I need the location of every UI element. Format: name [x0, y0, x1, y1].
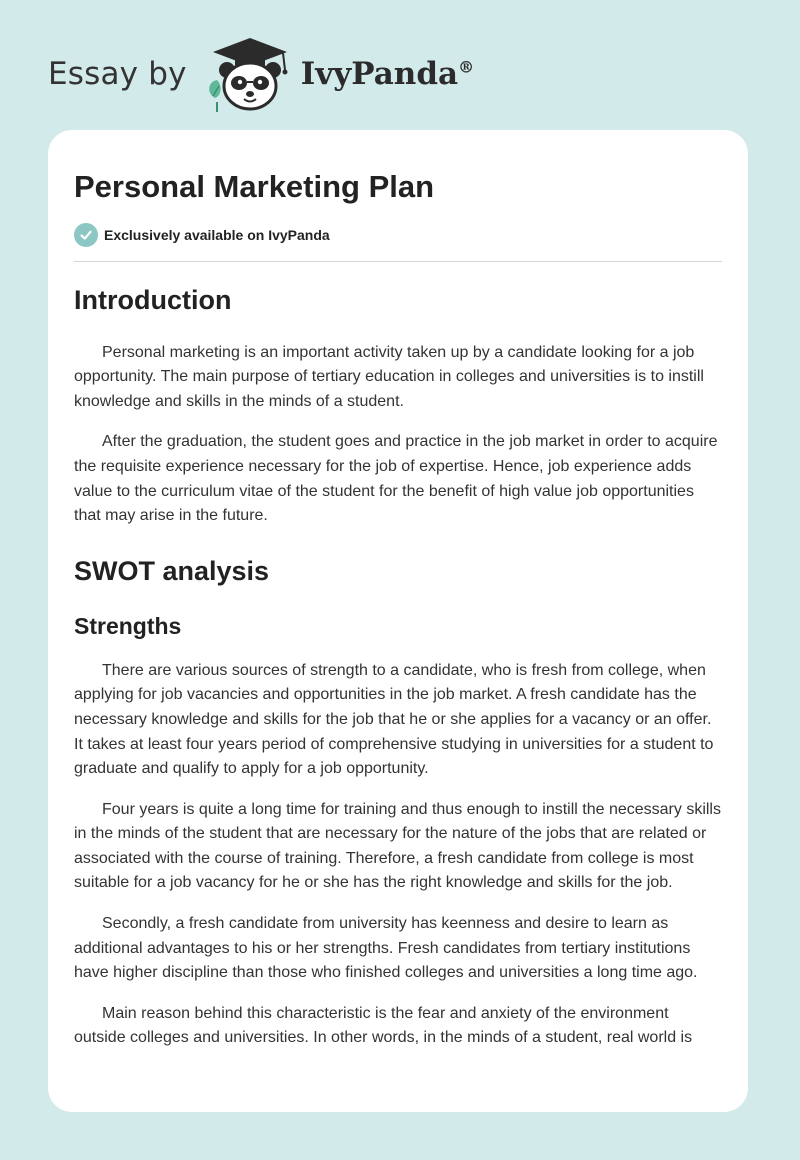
paragraph: Secondly, a fresh candidate from university has keenness and desire to learn as additional advantages to his or her strengths. Fresh candidates from tertiary institutions have higher discipline than those who finished colleges and universities a long time ago. [74, 915, 698, 982]
essay-card [48, 130, 748, 1112]
panda-logo-icon[interactable] [205, 36, 295, 112]
registered-mark: ® [458, 57, 475, 77]
paragraph: Main reason behind this characteristic is the fear and anxiety of the environment outside colleges and universities. In other words, in the minds of a student, real world is [74, 1004, 693, 1047]
heading-strengths: Strengths [74, 613, 182, 640]
heading-introduction: Introduction [74, 285, 232, 316]
brand-name [301, 56, 474, 92]
exclusive-badge [74, 223, 722, 262]
check-icon [74, 223, 98, 247]
exclusive-label: Exclusively available on IvyPanda [104, 227, 330, 244]
brand-name-text: IvyPanda [300, 56, 459, 92]
heading-swot-analysis: SWOT analysis [74, 555, 270, 586]
paragraph: After the graduation, the student goes and practice in the job market in order to acquire the requisite experience necessary for the job of expertise. Hence, job experience adds value to the curriculum vitae of the student for the benefit of high value job opportunities that may arise in the future. [74, 433, 718, 525]
brand-prefix: Essay by [48, 56, 187, 92]
paragraph: Four years is quite a long time for training and thus enough to instill the necessary skills in the minds of the student that are necessary for the nature of the jobs that are related or associated with the course of training. Therefore, a fresh candidate from college is most suitable for a job vacancy for he or she has the right knowledge and skills for the job. [74, 800, 721, 892]
paragraph: Personal marketing is an important activity taken up by a candidate looking for a job opportunity. The main purpose of tertiary education in colleges and universities is to instill knowledge and skills in the minds of a student. [74, 343, 704, 410]
essay-title: Personal Marketing Plan [74, 169, 435, 204]
paragraph: There are various sources of strength to a candidate, who is fresh from college, when applying for job vacancies and opportunities in the job market. A fresh candidate has the necessary knowledge and skills for the job that he or she applies for a vacancy or an offer. It takes at least four years period of comprehensive studying in universities for a student to graduate and qualify to apply for a job opportunity. [74, 661, 714, 778]
brand-header [48, 36, 474, 112]
